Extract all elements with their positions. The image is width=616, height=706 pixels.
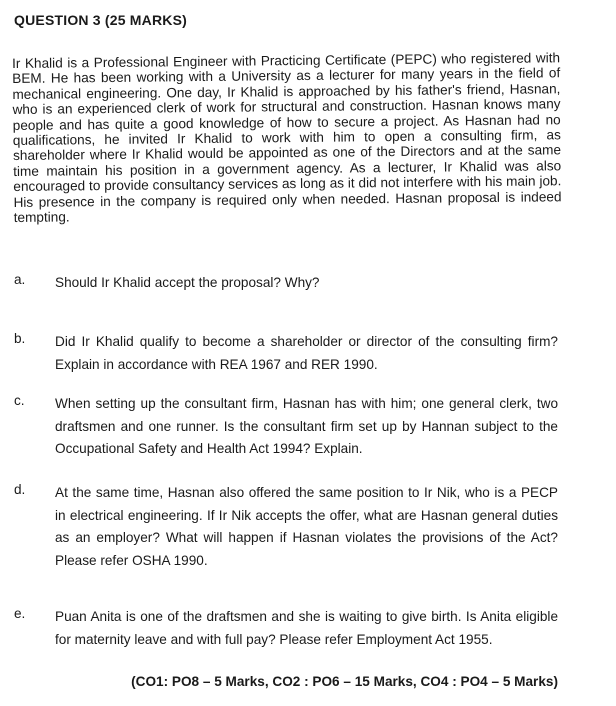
marks-allocation-footer: (CO1: PO8 – 5 Marks, CO2 : PO6 – 15 Marks, CO4 : PO4 – 5 Marks) <box>131 674 558 689</box>
question-letter: c. <box>14 393 25 408</box>
question-text: Should Ir Khalid accept the proposal? Why? <box>55 275 320 290</box>
question-letter: e. <box>14 606 26 621</box>
question-heading: QUESTION 3 (25 MARKS) <box>14 12 187 28</box>
scenario-paragraph: Ir Khalid is a Professional Engineer with Practicing Certificate (PEPC) who registered with BEM. He has been working with a University as a lecturer for many years in the field of mechanical engineering. One day, Ir Khalid is approached by his father's friend, Hasnan, who is an experienced clerk of work for structural and construction. Hasnan knows many people and has quite a good knowledge of how to secure a project. As Hasnan had no qualifications, he invited Ir Khalid to work with him to open a consulting firm, as shareholder where Ir Khalid would be appointed as one of the Directors and at the same time maintain his position in a government agency. As a lecturer, Ir Khalid was also encouraged to provide consultancy services as long as it did not interfere with his main job. His presence in the company is required only when needed. Hasnan proposal is indeed tempting. <box>12 50 562 226</box>
question-text: Did Ir Khalid qualify to become a shareholder or director of the consulting firm? Explain in accordance with REA 1967 and RER 1990. <box>55 334 558 372</box>
question-letter: d. <box>14 482 26 497</box>
question-text: Puan Anita is one of the draftsmen and she is waiting to give birth. Is Anita eligible for maternity leave and with full pay? Please refer Employment Act 1955. <box>55 609 558 647</box>
question-text: When setting up the consultant firm, Hasnan has with him; one general clerk, two draftsmen and one runner. Is the consultant firm set up by Hannan subject to the Occupational Safety and Health Act 1994? Explain. <box>55 396 558 456</box>
question-letter: b. <box>14 331 26 346</box>
question-text: At the same time, Hasnan also offered the same position to Ir Nik, who is a PECP in electrical engineering. If Ir Nik accepts the offer, what are Hasnan general duties as an employer? What will happen if Hasnan violates the provisions of the Act? Please refer OSHA 1990. <box>55 485 558 568</box>
question-letter: a. <box>14 272 26 287</box>
